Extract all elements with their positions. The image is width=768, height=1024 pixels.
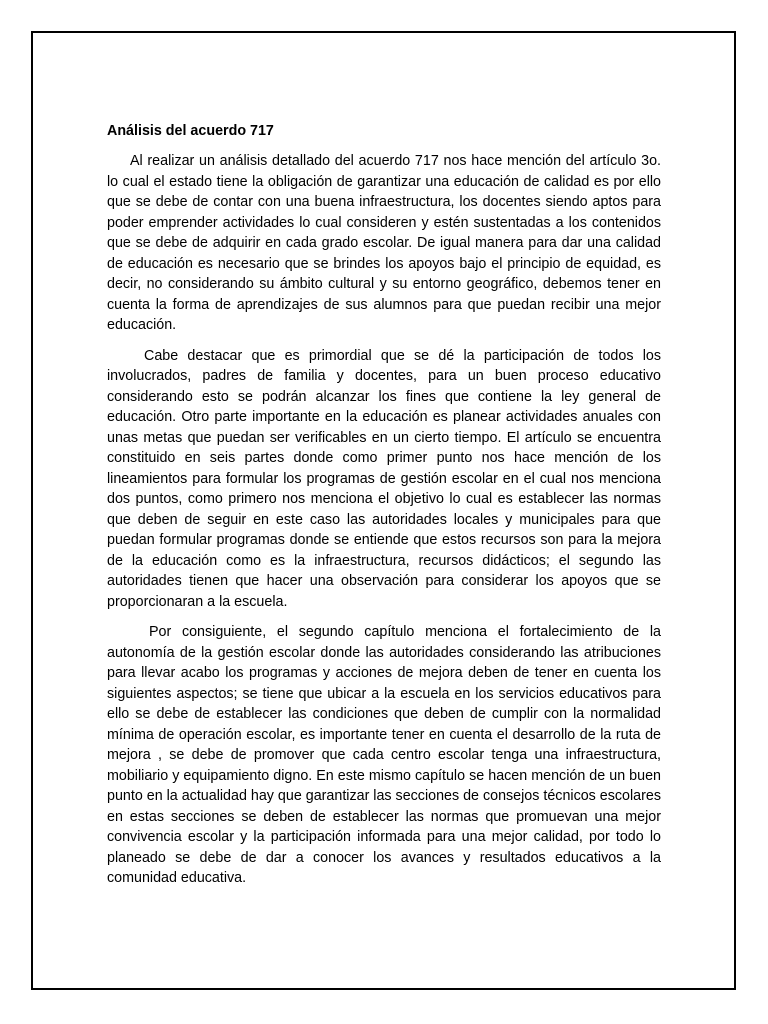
paragraph-2: Cabe destacar que es primordial que se dé la participación de todos los involucrados, padres de familia y docentes, para un buen proceso educativo considerando esto se podrán alcanzar los fines que contiene la ley general de educación. Otro parte importante en la educación es planear actividades anuales con unas metas que puedan ser verificables en un cierto tiempo. El artículo se encuentra constituido en seis partes donde como primer punto nos hace mención de los lineamientos para formular los programas de gestión escolar en el cual nos menciona dos puntos, como primero nos menciona el objetivo lo cual es establecer las normas que deben de seguir en este caso las autoridades locales y municipales para que puedan formular programas donde se entiende que estos recursos son para la mejora de la educación como es la infraestructura, recursos didácticos; el segundo las autoridades tienen que hacer una observación para considerar los apoyos que se proporcionaran a la escuela. — [107, 347, 661, 610]
paragraph-3: Por consiguiente, el segundo capítulo menciona el fortalecimiento de la autonomía de la gestión escolar donde las autoridades considerando las atribuciones para llevar acabo los programas y acciones de mejora deben de tener en cuenta los siguientes aspectos; se tiene que ubicar a la escuela en los servicios educativos para ello se debe de establecer las condiciones que deben de cumplir con la normalidad mínima de operación escolar, es importante tener en cuenta el desarrollo de la ruta de mejora , se debe de promover que cada centro escolar tenga una infraestructura, mobiliario y equipamiento digno. En este mismo capítulo se hacen mención de un buen punto en la actualidad hay que garantizar las secciones de consejos técnicos escolares en estas secciones se deben de establecer las normas que promuevan una mejor convivencia escolar y la participación informada para una mejor calidad, por todo lo planeado se debe de dar a conocer los avances y resultados educativos a la comunidad educativa. — [107, 624, 661, 886]
document-body — [107, 121, 661, 899]
paragraph-1: Al realizar un análisis detallado del acuerdo 717 nos hace mención del artículo 3o. lo cual el estado tiene la obligación de garantizar una educación de calidad es por ello que se debe de contar con una buena infraestructura, los docentes siendo aptos para poder emprender actividades lo cual consideren y estén sustentadas a los contenidos que se debe de adquirir en cada grado escolar. De igual manera para dar una calidad de educación es necesario que se brindes los apoyos bajo el principio de equidad, es decir, no considerando su ámbito cultural y su entorno geográfico, debemos tener en cuenta la forma de aprendizajes de sus alumnos para que puedan recibir una mejor educación. — [107, 153, 661, 333]
document-title: Análisis del acuerdo 717 — [107, 123, 274, 139]
